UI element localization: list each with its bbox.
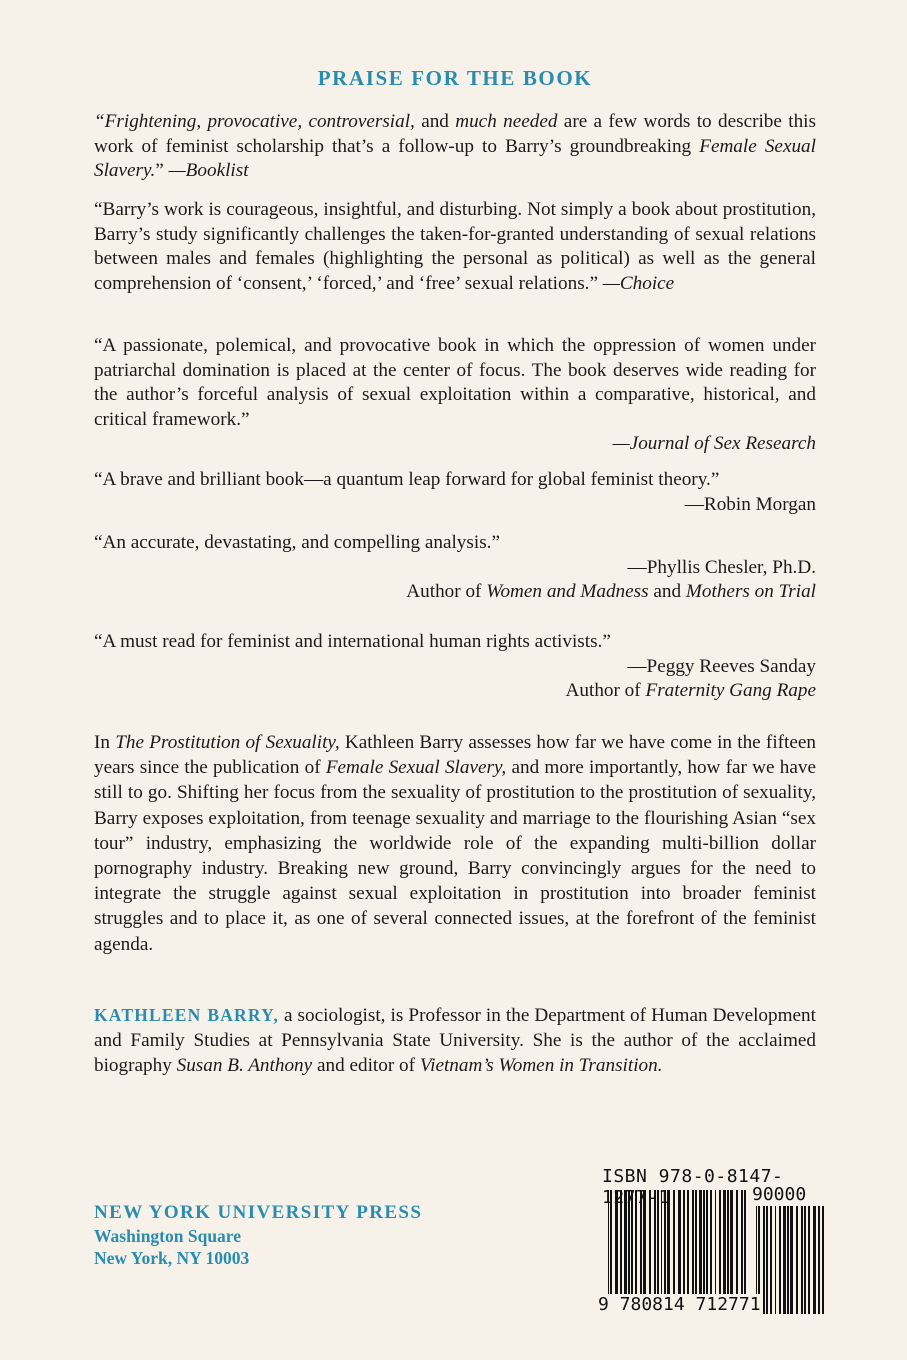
barcode-bar — [801, 1206, 803, 1314]
praise-heading: PRAISE FOR THE BOOK — [317, 66, 593, 90]
barcode-bar — [770, 1206, 772, 1314]
quote-source: —Peggy Reeves Sanday — [627, 655, 816, 677]
book-description: In The Prostitution of Sexuality, Kathleen Barry assesses how far we have come in the fifteen years since the publication of Female Sexual Slavery, and more importantly, how far we have still to go. Shifting her focus from the sexuality of prostitution to the prostitution of sexuality, Barry exposes exploitation, from teenage sexuality and marriage to the flourishing Asian “sex tour” industry, emphasizing the worldwide role of the expanding multi-billion dollar pornography industry. Breaking new ground, Barry convincingly argues for the need to integrate the struggle against sexual exploitation in prostitution into broader feminist struggles and to place it, as one of several connected issues, at the forefront of the feminist agenda. — [94, 732, 816, 955]
quote-source: —Choice — [602, 272, 675, 294]
quote-source: —Robin Morgan — [684, 493, 816, 515]
quote-booklist: “Frightening, provocative, controversial, and much needed are a few words to describe this work of feminist scholarship that’s a follow-up to Barry’s groundbreaking Female Sexual Slavery.” —Booklist — [94, 111, 816, 181]
publisher-address-line1: Washington Square — [94, 1226, 242, 1246]
barcode-bar — [818, 1206, 820, 1314]
quote-morgan: “A brave and brilliant book—a quantum leap forward for global feminist theory.” —Robin Morgan — [94, 468, 816, 517]
barcode-bar — [763, 1206, 765, 1314]
barcode-bar — [822, 1206, 824, 1314]
author-name: KATHLEEN BARRY, — [94, 1005, 279, 1025]
publisher-name: NEW YORK UNIVERSITY PRESS — [94, 1202, 423, 1223]
barcode-digits: 9 780814 712771 — [598, 1294, 761, 1315]
author-bio: KATHLEEN BARRY, a sociologist, is Professor in the Department of Human Development and Family Studies at Pennsylvania State University. She is the author of the acclaimed biography Susan B. Anthony and editor of Vietnam’s Women in Transition. — [94, 1005, 816, 1077]
quote-author-credit: Author of Women and Madness and Mothers on Trial — [406, 581, 816, 602]
quote-choice: “Barry’s work is courageous, insightful, and disturbing. Not simply a book about prostitution, Barry’s study significantly challenges the taken-for-granted understanding of sexual relations between males and females (highlighting the personal as political) as well as the general comprehension of ‘consent,’ ‘forced,’ and ‘free’ sexual relations.” —Choice — [94, 199, 816, 294]
barcode-bar — [790, 1206, 793, 1314]
barcode-bar — [796, 1206, 798, 1314]
quote-journal: “A passionate, polemical, and provocative book in which the oppression of women under patriarchal domination is placed at the center of focus. The book deserves wide reading for the author’s forceful analysis of sexual exploitation within a comparative, historical, and critical framework.” —Journal of Sex Research — [94, 334, 816, 457]
barcode-bar — [804, 1206, 806, 1314]
barcode-addon-digits: 90000 — [752, 1184, 807, 1205]
isbn-barcode — [596, 1166, 827, 1322]
barcode-bar — [783, 1206, 786, 1314]
quote-source: —Phyllis Chesler, Ph.D. — [627, 556, 816, 578]
barcode-bar — [808, 1206, 810, 1314]
quote-source: —Journal of Sex Research — [612, 433, 816, 454]
publisher-block — [94, 1201, 422, 1269]
quote-author-credit: Author of Fraternity Gang Rape — [565, 680, 816, 701]
barcode-bar — [775, 1206, 776, 1314]
barcode-bar — [787, 1206, 789, 1314]
isbn-number: ISBN 978-0-8147-1277-1 — [602, 1166, 784, 1208]
quote-sanday: “A must read for feminist and international human rights activists.” —Peggy Reeves Sanday Author of Fraternity Gang Rape — [94, 630, 816, 704]
publisher-address-line2: New York, NY 10003 — [94, 1248, 250, 1268]
barcode-bar — [813, 1206, 816, 1314]
quote-source: —Booklist — [168, 160, 249, 181]
barcode-bar — [766, 1206, 768, 1314]
barcode-bar — [779, 1206, 781, 1314]
quote-chesler: “An accurate, devastating, and compelling analysis.” —Phyllis Chesler, Ph.D. Author of Women and Madness and Mothers on Trial — [94, 531, 816, 605]
